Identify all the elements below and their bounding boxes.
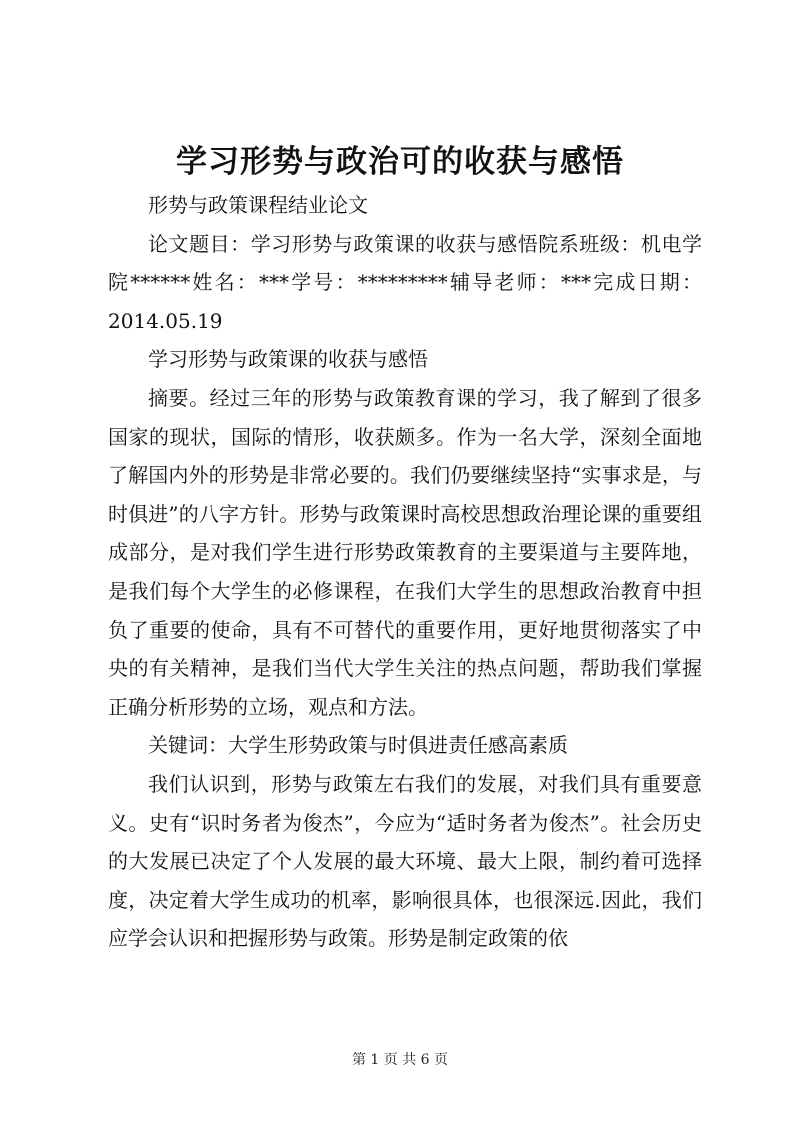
paragraph-body: 我们认识到，形势与政策左右我们的发展，对我们具有重要意义。史有“识时务者为俊杰”，今应为“适时务者为俊杰”。社会历史的大发展已决定了个人发展的最大环境、最大上限，制约着可选择度，决定着大学生成功的机率，影响很具体，也很深远.因此，我们应学会认识和把握形势与政策。形势是制定政策的依 [108, 771, 702, 951]
paragraph-subtitle: 形势与政策课程结业论文 [148, 193, 368, 217]
paragraph-thesis-info: 论文题目：学习形势与政策课的收获与感悟院系班级：机电学院******姓名：***学号：*********辅导老师：***完成日期：2014.05.19 [108, 231, 702, 333]
page-footer: 第 1 页 共 6 页 [351, 1052, 449, 1068]
document-body [108, 186, 702, 958]
paragraph-heading: 学习形势与政策课的收获与感悟 [148, 347, 428, 372]
paragraph-keywords: 关键词：大学生形势政策与时俱进责任感高素质 [148, 733, 568, 758]
document-title: 学习形势与政治可的收获与感悟 [176, 144, 624, 180]
paragraph-abstract: 摘要。经过三年的形势与政策教育课的学习，我了解到了很多国家的现状，国际的情形，收获颇多。作为一名大学，深刻全面地了解国内外的形势是非常必要的。我们仍要继续坚持“实事求是，与时俱进”的八字方针。形势与政策课时高校思想政治理论课的重要组成部分，是对我们学生进行形势政策教育的主要渠道与主要阵地，是我们每个大学生的必修课程，在我们大学生的思想政治教育中担负了重要的使命，具有不可替代的重要作用，更好地贯彻落实了中央的有关精神，是我们当代大学生关注的热点问题，帮助我们掌握正确分析形势的立场，观点和方法。 [108, 385, 702, 719]
